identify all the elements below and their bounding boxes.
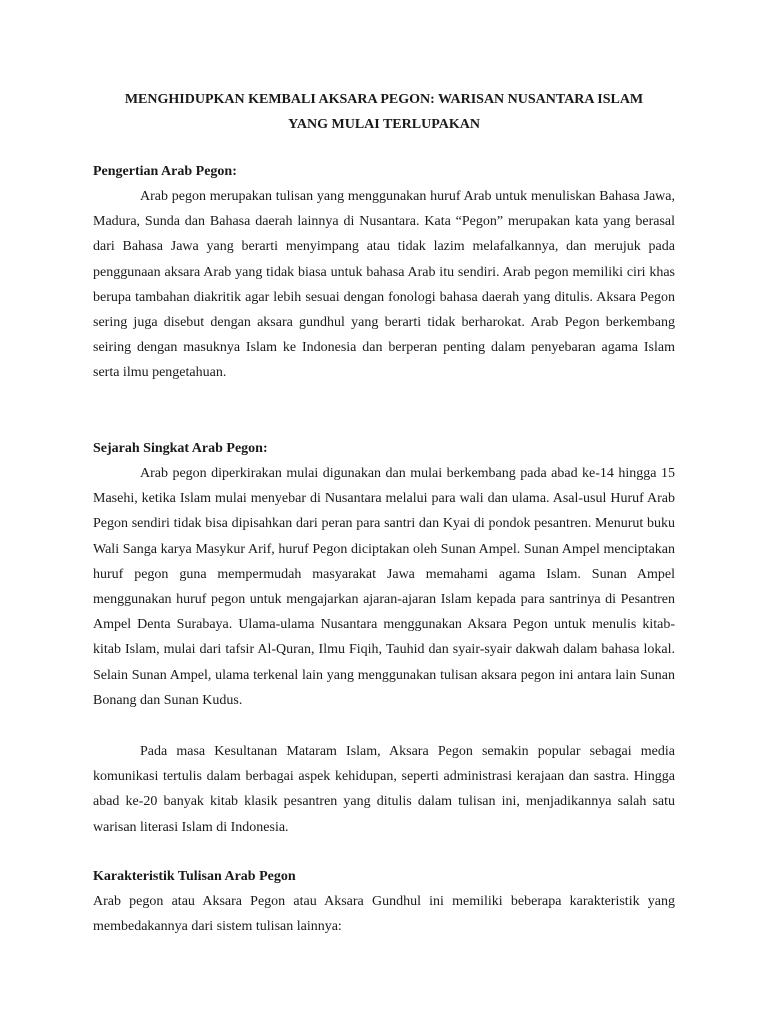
paragraph-pengertian: Arab pegon merupakan tulisan yang menggunakan huruf Arab untuk menuliskan Bahasa Jawa, Madura, Sunda dan Bahasa daerah lainnya di Nusantara. Kata “Pegon” merupakan kata yang berasal dari Bahasa Jawa yang berarti menyimpang atau tidak lazim melafalkannya, dan merujuk pada penggunaan aksara Arab yang tidak biasa untuk bahasa Arab itu sendiri. Arab pegon memiliki ciri khas berupa tambahan diakritik agar lebih sesuai dengan fonologi bahasa daerah yang ditulis. Aksara Pegon sering juga disebut dengan aksara gundhul yang berarti tidak berharokat. Arab Pegon berkembang seiring dengan masuknya Islam ke Indonesia dan berperan penting dalam penyebaran agama Islam serta ilmu pengetahuan. [93, 189, 675, 381]
paragraph-karakteristik: Arab pegon atau Aksara Pegon atau Aksara Gundhul ini memiliki beberapa karakteristik yang membedakannya dari sistem tulisan lainnya: [93, 894, 675, 935]
title-line-1: MENGHIDUPKAN KEMBALI AKSARA PEGON: WARISAN NUSANTARA ISLAM [124, 92, 644, 107]
paragraph-sejarah-2: Pada masa Kesultanan Mataram Islam, Aksara Pegon semakin popular sebagai media komunikasi tertulis dalam berbagai aspek kehidupan, seperti administrasi kerajaan dan sastra. Hingga abad ke-20 banyak kitab klasik pesantren yang ditulis dalam tulisan ini, menjadikannya salah satu warisan literasi Islam di Indonesia. [93, 744, 675, 835]
section-heading-sejarah: Sejarah Singkat Arab Pegon: [93, 441, 268, 456]
section-heading-karakteristik: Karakteristik Tulisan Arab Pegon [93, 869, 296, 884]
section-heading-pengertian: Pengertian Arab Pegon: [93, 164, 237, 179]
paragraph-sejarah-1: Arab pegon diperkirakan mulai digunakan dan mulai berkembang pada abad ke-14 hingga 15 Masehi, ketika Islam mulai menyebar di Nusantara melalui para wali dan ulama. Asal-usul Huruf Arab Pegon sendiri tidak bisa dipisahkan dari peran para santri dan Kyai di pondok pesantren. Menurut buku Wali Sanga karya Masykur Arif, huruf Pegon diciptakan oleh Sunan Ampel. Sunan Ampel menciptakan huruf pegon guna mempermudah masyarakat Jawa memahami agama Islam. Sunan Ampel menggunakan huruf pegon untuk mengajarkan ajaran-ajaran Islam kepada para santrinya di Pesantren Ampel Denta Surabaya. Ulama-ulama Nusantara menggunakan Aksara Pegon untuk menulis kitab-kitab Islam, mulai dari tafsir Al-Quran, Ilmu Fiqih, Tauhid dan syair-syair dakwah dalam bahasa lokal. Selain Sunan Ampel, ulama terkenal lain yang menggunakan tulisan aksara pegon ini antara lain Sunan Bonang dan Sunan Kudus. [93, 466, 675, 708]
document-title [93, 87, 675, 137]
title-line-2: YANG MULAI TERLUPAKAN [288, 117, 480, 132]
